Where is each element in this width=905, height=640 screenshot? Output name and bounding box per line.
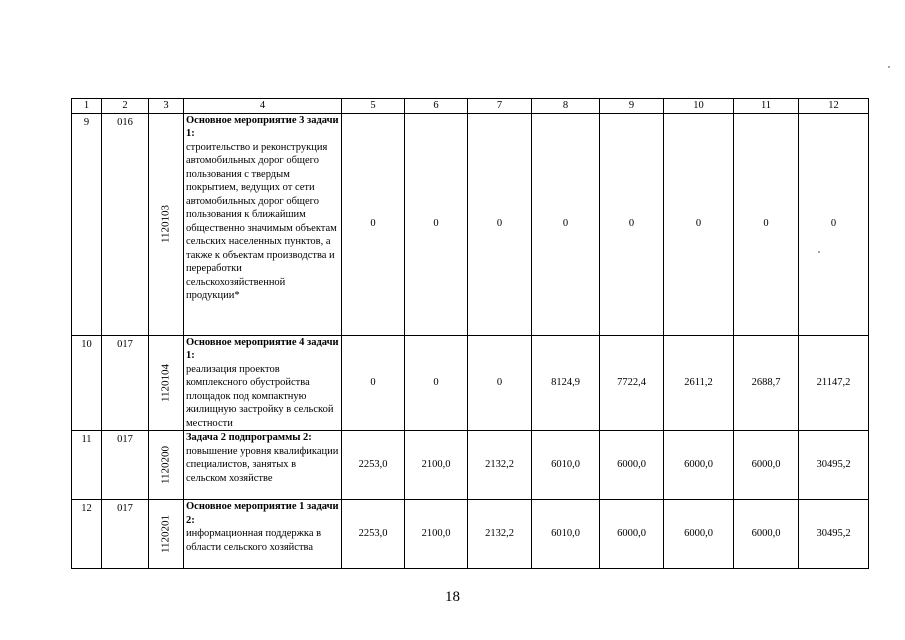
row-description <box>184 113 342 335</box>
row-number: 9 <box>72 113 102 335</box>
row-text: повышение уровня квалификации специалистов, занятых в сельском хозяйстве <box>186 445 339 484</box>
row-classifier: 1120200 <box>159 445 172 485</box>
value-cell: 6000,0 <box>664 500 734 569</box>
row-classifier-cell <box>149 335 184 431</box>
header-cell: 1 <box>72 99 102 114</box>
table-row <box>72 113 869 335</box>
value-cell: 6000,0 <box>664 431 734 500</box>
row-number: 12 <box>72 500 102 569</box>
value-cell: 0 <box>342 335 405 431</box>
value-cell: 2132,2 <box>468 431 532 500</box>
budget-table <box>71 98 869 569</box>
row-classifier-cell <box>149 431 184 500</box>
value-cell: 2611,2 <box>664 335 734 431</box>
row-text: информационная поддержка в области сельского хозяйства <box>186 528 322 553</box>
value-cell: 30495,2 <box>799 431 869 500</box>
scan-speck <box>818 251 820 253</box>
table-row <box>72 335 869 431</box>
value-cell: 2688,7 <box>734 335 799 431</box>
value-cell: 0 <box>405 335 468 431</box>
header-cell: 4 <box>184 99 342 114</box>
value-cell: 0 <box>734 113 799 335</box>
value-cell: 30495,2 <box>799 500 869 569</box>
header-cell: 2 <box>102 99 149 114</box>
row-classifier-cell <box>149 500 184 569</box>
value-cell: 0 <box>799 113 869 335</box>
row-code: 017 <box>102 431 149 500</box>
header-cell: 9 <box>600 99 664 114</box>
header-cell: 7 <box>468 99 532 114</box>
header-cell: 6 <box>405 99 468 114</box>
header-cell: 8 <box>532 99 600 114</box>
value-cell: 2253,0 <box>342 431 405 500</box>
value-cell: 6010,0 <box>532 500 600 569</box>
row-classifier: 1120103 <box>159 204 172 244</box>
header-cell: 3 <box>149 99 184 114</box>
row-title: Основное мероприятие 1 задачи 2: <box>186 501 339 526</box>
row-text: строительство и реконструкция автомобильных дорог общего пользования с твердым покрытием, ведущих от сети автомобильных дорог общего пользования к ближайшим общественно значимым объектам сельских населенных пунктов, а также к объектам производства и переработки сельскохозяйственной продукции* <box>186 141 337 301</box>
value-cell: 6010,0 <box>532 431 600 500</box>
row-description <box>184 500 342 569</box>
value-cell: 21147,2 <box>799 335 869 431</box>
value-cell: 0 <box>468 113 532 335</box>
table-row <box>72 500 869 569</box>
header-cell: 12 <box>799 99 869 114</box>
row-title: Задача 2 подпрограммы 2: <box>186 432 312 443</box>
value-cell: 0 <box>600 113 664 335</box>
value-cell: 7722,4 <box>600 335 664 431</box>
header-cell: 11 <box>734 99 799 114</box>
value-cell: 8124,9 <box>532 335 600 431</box>
value-cell: 2100,0 <box>405 500 468 569</box>
row-classifier-cell <box>149 113 184 335</box>
value-cell: 0 <box>405 113 468 335</box>
row-number: 10 <box>72 335 102 431</box>
row-code: 017 <box>102 500 149 569</box>
value-cell: 2100,0 <box>405 431 468 500</box>
row-code: 017 <box>102 335 149 431</box>
value-cell: 0 <box>532 113 600 335</box>
row-classifier: 1120201 <box>159 514 172 554</box>
row-title: Основное мероприятие 3 задачи 1: <box>186 114 339 139</box>
value-cell: 0 <box>342 113 405 335</box>
row-text: реализация проектов комплексного обустройства площадок под компактную жилищную застройку в сельской местности <box>186 363 334 429</box>
value-cell: 2132,2 <box>468 500 532 569</box>
value-cell: 6000,0 <box>734 431 799 500</box>
row-classifier: 1120104 <box>159 363 172 402</box>
value-cell: 6000,0 <box>734 500 799 569</box>
row-description <box>184 431 342 500</box>
value-cell: 6000,0 <box>600 431 664 500</box>
row-code: 016 <box>102 113 149 335</box>
page-number: 18 <box>445 589 460 605</box>
value-cell: 0 <box>664 113 734 335</box>
row-number: 11 <box>72 431 102 500</box>
header-cell: 10 <box>664 99 734 114</box>
value-cell: 2253,0 <box>342 500 405 569</box>
value-cell: 6000,0 <box>600 500 664 569</box>
row-title: Основное мероприятие 4 задачи 1: <box>186 336 339 361</box>
header-cell: 5 <box>342 99 405 114</box>
scan-speck <box>888 66 890 68</box>
table-header-row <box>72 99 869 114</box>
table-row <box>72 431 869 500</box>
value-cell: 0 <box>468 335 532 431</box>
row-description <box>184 335 342 431</box>
